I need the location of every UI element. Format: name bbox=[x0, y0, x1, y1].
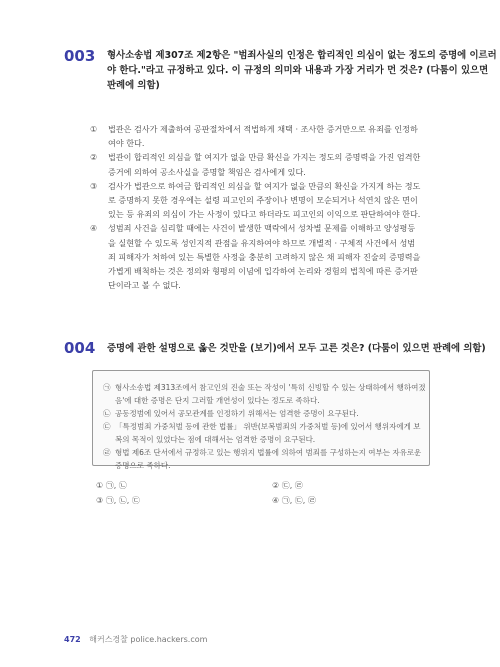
answer-option bbox=[90, 122, 432, 150]
item-line: 형법 제6조 단서에서 규정하고 있는 행위지 법률에 의하여 범죄를 구성하는지 여부는 자유로운 bbox=[115, 448, 422, 457]
item-marker: ㉠ bbox=[103, 383, 111, 392]
item-line: 음'에 대한 증명은 단지 그러할 개연성이 있다는 정도로 족하다. bbox=[115, 396, 320, 405]
stem-line: 야 한다."라고 규정하고 있다. 이 규정의 의미와 내용과 가장 거리가 먼 것은? (다툼이 있으면 bbox=[107, 65, 489, 76]
item-marker: ② bbox=[90, 152, 98, 163]
item-text bbox=[108, 221, 432, 292]
answer-marker: ① bbox=[96, 481, 104, 490]
page-number: 472 bbox=[64, 635, 81, 644]
item-line: 법관은 검사가 제출하여 공판절차에서 적법하게 채택 · 조사한 증거만으로 유죄를 인정하 bbox=[108, 124, 418, 134]
answer-marker: ② bbox=[272, 481, 280, 490]
item-marker: ㉡ bbox=[103, 409, 111, 418]
item-line: 법관이 합리적인 의심을 할 여지가 없을 만큼 확신을 가지는 정도의 증명력을 가진 엄격한 bbox=[108, 152, 421, 163]
answer-option bbox=[96, 480, 127, 491]
answer-option bbox=[272, 495, 316, 506]
answer-text: ㉢, ㉣ bbox=[281, 481, 303, 490]
page-footer bbox=[64, 634, 207, 645]
item-line: 죄 피해자가 처하여 있는 특별한 사정을 충분히 고려하지 않은 채 피해자 진술의 증명력을 bbox=[108, 251, 421, 262]
example-box bbox=[92, 370, 430, 470]
item-text bbox=[115, 381, 426, 407]
item-line: 있는 등 유죄의 의심이 가는 사정이 있다고 하더라도 피고인의 이익으로 판단하여야 한다. bbox=[108, 209, 421, 220]
answer-option bbox=[96, 495, 140, 506]
answer-options-003 bbox=[90, 122, 432, 292]
item-line: 증거에 의하여 공소사실을 증명할 책임은 검사에게 있다. bbox=[108, 166, 306, 177]
example-item bbox=[103, 446, 422, 472]
answer-option bbox=[272, 480, 303, 491]
answer-text: ㉠, ㉢, ㉣ bbox=[281, 496, 316, 505]
footer-text: 해커스경찰 police.hackers.com bbox=[89, 635, 208, 644]
item-line: 가볍게 배척하는 것은 정의와 형평의 이념에 입각하여 논리와 경험의 법칙에 따른 증거판 bbox=[108, 266, 418, 277]
item-marker: ④ bbox=[90, 223, 98, 234]
answer-text: ㉠, ㉡ bbox=[105, 481, 127, 490]
item-text bbox=[108, 122, 432, 150]
item-line: 복의 목적이 있었다는 점에 대해서는 엄격한 증명이 요구된다. bbox=[115, 435, 316, 444]
item-line: 형사소송법 제313조에서 참고인의 진술 또는 작성이 '특히 신빙할 수 있는 상태하에서 행하여졌 bbox=[115, 383, 426, 392]
answer-marker: ③ bbox=[96, 496, 104, 505]
item-line: 「특정범죄 가중처벌 등에 관한 법률」 위반(보복범죄의 가중처벌 등)에 있어서 행위자에게 보 bbox=[115, 422, 421, 431]
item-line: 여야 한다. bbox=[108, 138, 145, 149]
stem-line: 판례에 의함) bbox=[107, 80, 160, 91]
item-line: 로 증명하지 못한 경우에는 설령 피고인의 주장이나 변명이 모순되거나 석연치 않은 면이 bbox=[108, 195, 418, 206]
stem-line: 형사소송법 제307조 제2항은 "범죄사실의 인정은 합리적인 의심이 없는 정도의 증명에 이르러 bbox=[107, 50, 497, 61]
answer-option bbox=[90, 179, 432, 222]
question-number-003: 003 bbox=[64, 47, 96, 65]
item-line: 을 실현할 수 있도록 성인지적 관점을 유지하여야 하므로 개별적 · 구체적 사건에서 성범 bbox=[108, 237, 416, 248]
answer-marker: ④ bbox=[272, 496, 280, 505]
example-item bbox=[103, 407, 419, 420]
item-line: 검사가 법관으로 하여금 합리적인 의심을 할 여지가 없을 만큼의 확신을 가지게 하는 정도 bbox=[108, 180, 421, 191]
answer-text: ㉠, ㉡, ㉢ bbox=[105, 496, 140, 505]
item-text bbox=[115, 407, 419, 420]
item-line: 증명으로 족하다. bbox=[115, 461, 171, 470]
item-text bbox=[115, 420, 421, 446]
item-text bbox=[108, 179, 432, 222]
question-stem-003 bbox=[107, 48, 497, 93]
item-marker: ③ bbox=[90, 180, 98, 191]
question-number-004: 004 bbox=[64, 339, 96, 357]
item-text bbox=[115, 446, 421, 472]
item-marker: ㉢ bbox=[103, 422, 111, 431]
item-line: 공동정범에 있어서 공모관계를 인정하기 위해서는 엄격한 증명이 요구된다. bbox=[115, 409, 359, 418]
item-text bbox=[108, 150, 432, 178]
item-marker: ㉣ bbox=[103, 448, 111, 457]
answer-option bbox=[90, 221, 432, 292]
item-line: 성범죄 사건을 심리할 때에는 사건이 발생한 맥락에서 성차별 문제를 이해하고 양성평등 bbox=[108, 223, 416, 234]
example-item bbox=[103, 420, 419, 446]
question-stem-004: 증명에 관한 설명으로 옳은 것만을 (보기)에서 모두 고른 것은? (다툼이 있으면 판례에 의함) bbox=[107, 343, 486, 354]
answer-option bbox=[90, 150, 432, 178]
item-marker: ① bbox=[90, 124, 98, 134]
example-item bbox=[103, 381, 426, 407]
item-line: 단이라고 볼 수 없다. bbox=[108, 280, 181, 291]
